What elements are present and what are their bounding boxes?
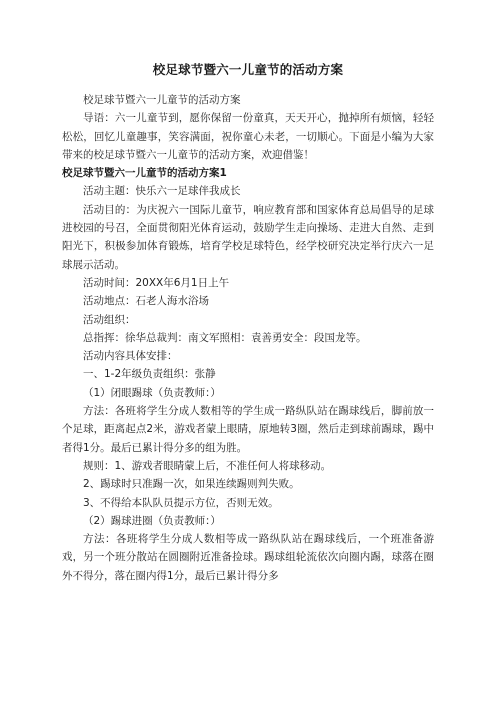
game2-method-paragraph: 方法：各班将学生分成人数相等成一路纵队站在踢球线后，一个班准备游戏，另一个班分散站在圆圈附近准备捡球。踢球组轮流依次向圈内踢，球落在圈外不得分，落在圈内得1分，最后已累计得分多 (62, 533, 434, 582)
section-heading: 校足球节暨六一儿童节的活动方案1 (62, 167, 227, 180)
theme-paragraph: 活动主题：快乐六一足球伴我成长 (83, 185, 241, 198)
subtitle-paragraph: 校足球节暨六一儿童节的活动方案 (83, 94, 241, 106)
purpose-paragraph: 活动目的：为庆祝六一国际儿童节，响应教育部和国家体育总局倡导的足球进校园的号召，全面贯彻阳光体育运动，鼓励学生走向操场、走进大自然、走到阳光下，积极参加体育锻炼，培育学校足球特色，经学校研究决定举行庆六一足球展示活动。 (62, 203, 434, 271)
staff-paragraph: 总指挥：徐华总裁判：南文军照相：袁善勇安全：段国龙等。 (83, 331, 367, 344)
game1-title-paragraph: （1）闭眼踢球（负责教师：） (83, 386, 221, 399)
game2-title-paragraph: （2）踢球进圈（负责教师：） (83, 514, 221, 527)
game1-method-paragraph: 方法：各班将学生分成人数相等的学生成一路纵队站在踢球线后，脚前放一个足球，距离起点2米，游戏者蒙上眼睛，原地转3圈，然后走到球前踢球，踢中者得1分。最后已累计得分多的组为胜。 (62, 405, 434, 454)
grade-group-paragraph: 一、1-2年级负责组织：张静 (83, 368, 216, 381)
rule2-paragraph: 2、踢球时只准踢一次，如果连续踢则判失败。 (83, 478, 300, 491)
schedule-paragraph: 活动内容具体安排： (83, 350, 178, 363)
time-paragraph: 活动时间：20XX年6月1日上午 (83, 276, 230, 289)
rule1-paragraph: 规则：1、游戏者眼睛蒙上后，不准任何人将球移动。 (83, 459, 332, 472)
document-title: 校足球节暨六一儿童节的活动方案 (152, 62, 344, 77)
intro-paragraph: 导语：六一儿童节到，愿你保留一份童真，天天开心，抛掉所有烦恼，轻轻松松，回忆儿童趣事，笑容满面，祝你童心未老，一切顺心。下面是小编为大家带来的校足球节暨六一儿童节的活动方案，欢迎借鉴！ (62, 112, 434, 161)
organization-paragraph: 活动组织： (83, 313, 136, 326)
rule3-paragraph: 3、不得给本队队员提示方位，否则无效。 (83, 496, 279, 509)
location-paragraph: 活动地点：石老人海水浴场 (83, 295, 209, 308)
